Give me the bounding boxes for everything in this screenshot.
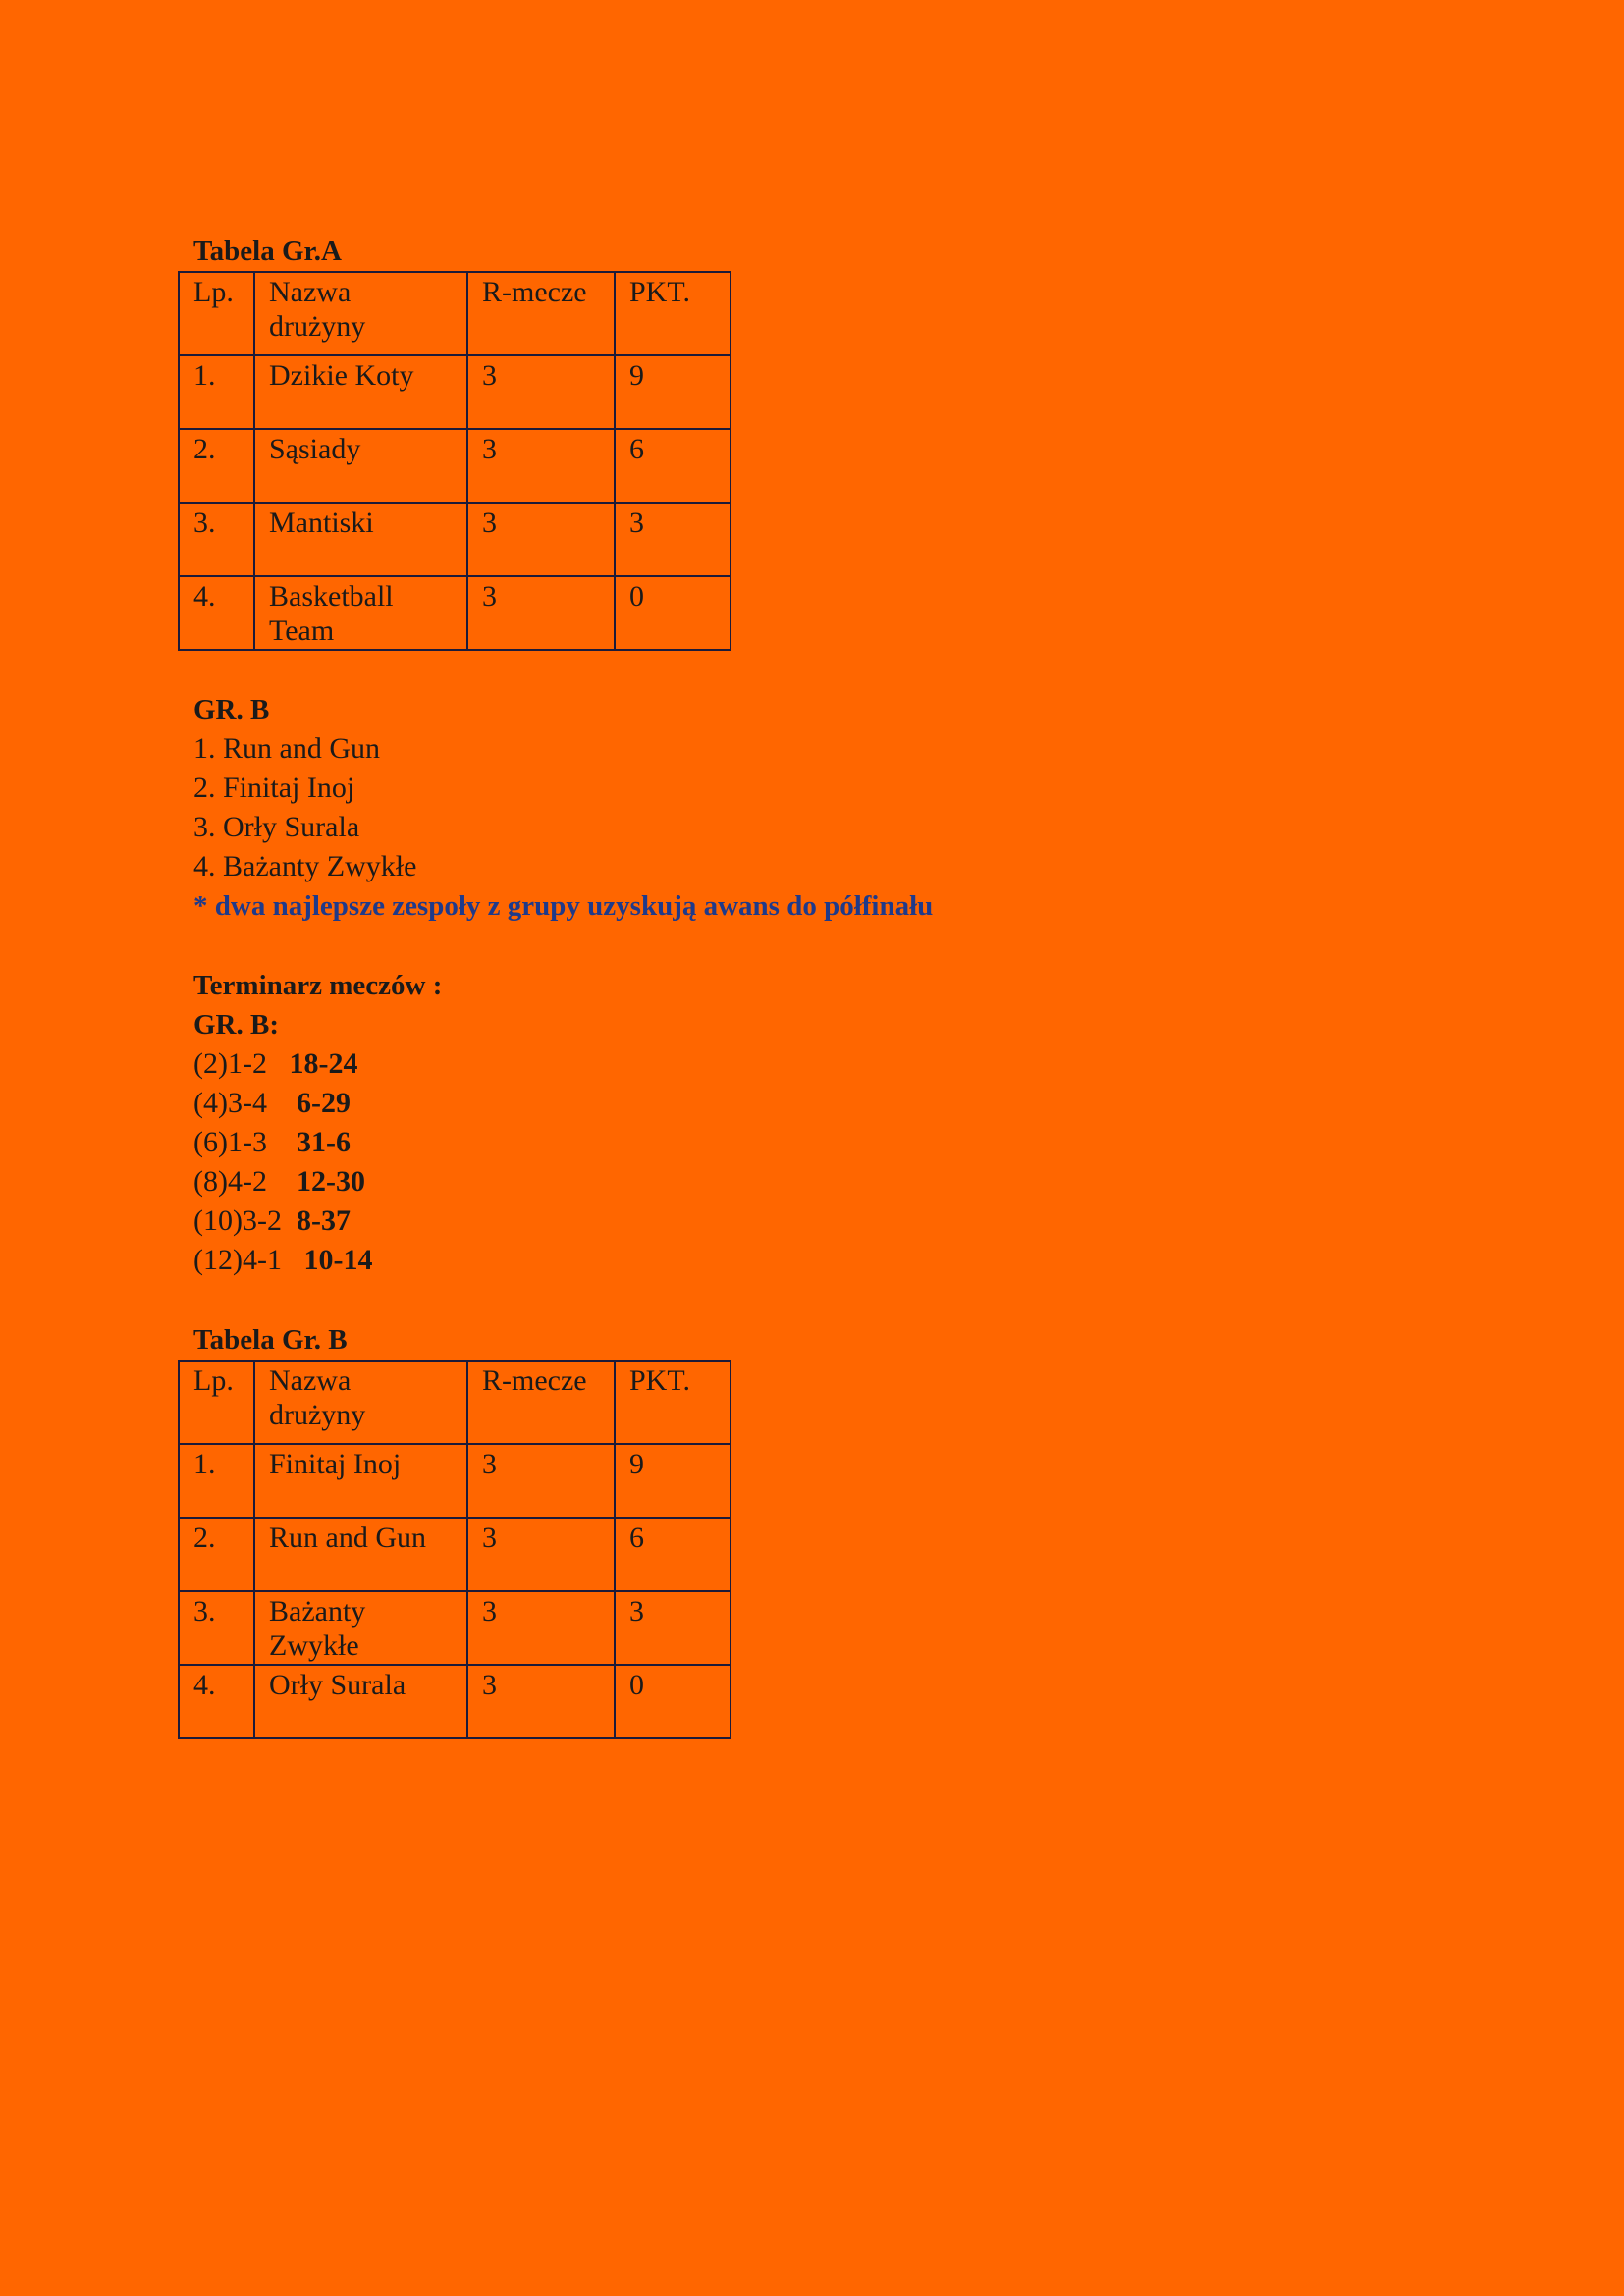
cell-matches: 3 — [467, 576, 615, 650]
cell-matches: 3 — [467, 1665, 615, 1738]
match-result — [193, 1241, 1470, 1280]
table-row — [179, 429, 731, 503]
spacer — [193, 651, 1470, 690]
cell-team: Bażanty Zwykłe — [254, 1591, 467, 1665]
match-result — [193, 1044, 1470, 1084]
cell-points: 0 — [615, 1665, 731, 1738]
match-score: 8-37 — [296, 1204, 351, 1237]
match-result — [193, 1123, 1470, 1162]
match-score: 18-24 — [289, 1047, 358, 1080]
cell-points: 9 — [615, 1444, 731, 1518]
cell-points: 3 — [615, 503, 731, 576]
cell-team: Basketball Team — [254, 576, 467, 650]
header-matches: R-mecze — [467, 1361, 615, 1444]
cell-points: 0 — [615, 576, 731, 650]
header-points: PKT. — [615, 272, 731, 355]
match-score: 6-29 — [296, 1087, 351, 1119]
list-item: 4. Bażanty Zwykłe — [193, 850, 417, 882]
header-lp: Lp. — [179, 272, 254, 355]
group-b-table-title: Tabela Gr. B — [193, 1324, 348, 1356]
cell-team: Finitaj Inoj — [254, 1444, 467, 1518]
cell-lp: 4. — [179, 1665, 254, 1738]
cell-matches: 3 — [467, 1444, 615, 1518]
advancement-note: * dwa najlepsze zespoły z grupy uzyskują awans do półfinału — [193, 890, 934, 922]
match-score: 31-6 — [296, 1126, 351, 1158]
match-result — [193, 1201, 1470, 1241]
cell-lp: 1. — [179, 1444, 254, 1518]
cell-lp: 3. — [179, 1591, 254, 1665]
cell-team: Mantiski — [254, 503, 467, 576]
header-team-name: Nazwa drużyny — [254, 272, 467, 355]
table-header-row — [179, 1361, 731, 1444]
cell-matches: 3 — [467, 355, 615, 429]
cell-matches: 3 — [467, 1591, 615, 1665]
cell-points: 3 — [615, 1591, 731, 1665]
match-score: 12-30 — [296, 1165, 365, 1198]
match-score: 10-14 — [303, 1244, 373, 1276]
table-row — [179, 1518, 731, 1591]
table-row — [179, 355, 731, 429]
header-points: PKT. — [615, 1361, 731, 1444]
list-item: 2. Finitaj Inoj — [193, 772, 355, 804]
table-row — [179, 1665, 731, 1738]
cell-matches: 3 — [467, 429, 615, 503]
schedule-title: Terminarz meczów : — [193, 970, 443, 1001]
cell-points: 6 — [615, 429, 731, 503]
cell-team: Run and Gun — [254, 1518, 467, 1591]
group-a-table-title: Tabela Gr.A — [193, 236, 342, 267]
table-header-row — [179, 272, 731, 355]
group-a-table — [178, 271, 731, 651]
cell-lp: 4. — [179, 576, 254, 650]
cell-matches: 3 — [467, 1518, 615, 1591]
match-result — [193, 1162, 1470, 1201]
cell-lp: 2. — [179, 429, 254, 503]
spacer — [193, 1280, 1470, 1320]
cell-lp: 3. — [179, 503, 254, 576]
header-matches: R-mecze — [467, 272, 615, 355]
match-pair: (4)3-4 — [193, 1087, 297, 1119]
cell-team: Orły Surala — [254, 1665, 467, 1738]
table-row — [179, 1444, 731, 1518]
table-row — [179, 1591, 731, 1665]
group-b-table — [178, 1360, 731, 1739]
cell-lp: 2. — [179, 1518, 254, 1591]
list-item: 3. Orły Surala — [193, 811, 360, 843]
match-result — [193, 1084, 1470, 1123]
match-pair: (2)1-2 — [193, 1047, 290, 1080]
group-b-heading: GR. B — [193, 694, 270, 725]
list-item: 1. Run and Gun — [193, 732, 380, 765]
spacer — [193, 926, 1470, 966]
cell-matches: 3 — [467, 503, 615, 576]
match-pair: (6)1-3 — [193, 1126, 297, 1158]
schedule-group-label: GR. B: — [193, 1009, 279, 1041]
cell-points: 9 — [615, 355, 731, 429]
cell-team: Dzikie Koty — [254, 355, 467, 429]
header-team-name: Nazwa drużyny — [254, 1361, 467, 1444]
table-row — [179, 503, 731, 576]
cell-points: 6 — [615, 1518, 731, 1591]
cell-team: Sąsiady — [254, 429, 467, 503]
match-pair: (12)4-1 — [193, 1244, 304, 1276]
document-page — [193, 232, 1470, 1739]
match-pair: (8)4-2 — [193, 1165, 297, 1198]
table-row — [179, 576, 731, 650]
match-pair: (10)3-2 — [193, 1204, 297, 1237]
cell-lp: 1. — [179, 355, 254, 429]
header-lp: Lp. — [179, 1361, 254, 1444]
